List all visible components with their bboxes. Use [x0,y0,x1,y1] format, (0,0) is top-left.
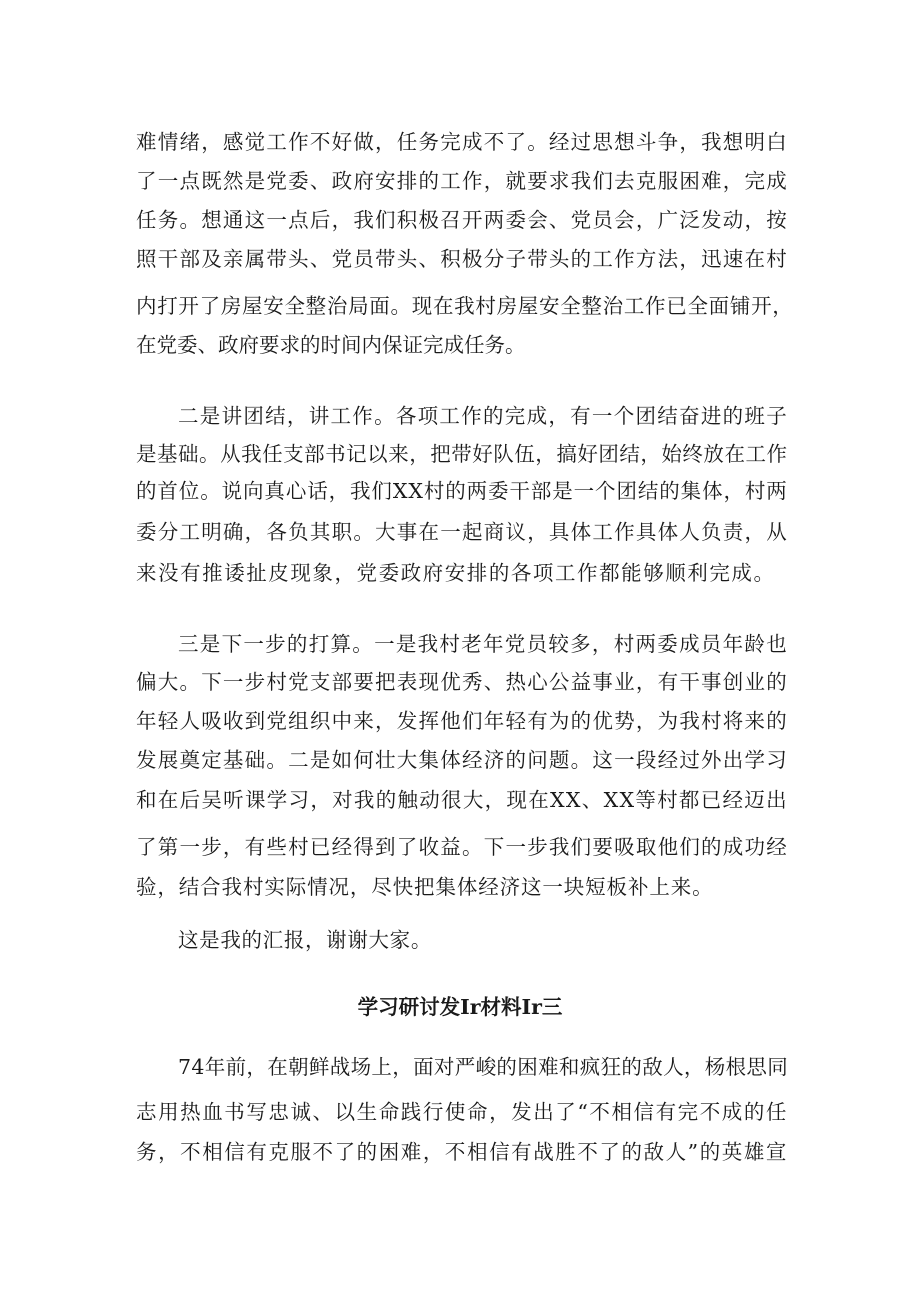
paragraph-4-line-3: 务，不相信有克服不了的困难，不相信有战胜不了的敌人”的英雄宣 [136,1140,788,1164]
paragraph-3-line-6: 了第一步，有些村已经得到了收益。下一步我们要吸取他们的成功经 [136,835,788,859]
paragraph-1-line-2: 了一点既然是党委、政府安排的工作，就要求我们去克服困难，完成 [136,169,788,193]
paragraph-1-line-6: 在党委、政府要求的时间内保证完成任务。 [136,333,526,357]
paragraph-2-line-4: 委分工明确，各负其职。大事在一起商议，具体工作具体人负责，从 [136,520,788,544]
paragraph-1-line-3: 任务。想通这一点后，我们积极召开两委会、党员会，广泛发动，按 [136,208,788,232]
paragraph-3-line-2: 偏大。下一步村党支部要把表现优秀、热心公益事业，有干事创业的 [136,670,788,694]
paragraph-2-line-2: 是基础。从我任支部书记以来，把带好队伍，搞好团结，始终放在工作 [136,442,788,466]
paragraph-1-line-4: 照干部及亲属带头、党员带头、积极分子带头的工作方法，迅速在村 [136,247,788,271]
paragraph-4-line-2: 志用热血书写忠诚、以生命践行使命，发出了“不相信有完不成的任 [136,1100,788,1124]
paragraph-2-line-1: 二是讲团结，讲工作。各项工作的完成，有一个团结奋进的班子 [178,404,789,428]
paragraph-3-line-1: 三是下一步的打算。一是我村老年党员较多，村两委成员年龄也 [178,632,789,656]
paragraph-2-line-5: 来没有推诿扯皮现象，党委政府安排的各项工作都能够顺利完成。 [136,561,776,585]
paragraph-1-line-5: 内打开了房屋安全整治局面。现在我村房屋安全整治工作已全面铺开， [136,294,794,318]
paragraph-3-line-7: 验，结合我村实际情况，尽快把集体经济这一块短板补上来。 [136,875,714,899]
paragraph-4-line-1: 74年前，在朝鲜战场上，面对严峻的困难和疯狂的敌人，杨根思同 [178,1055,789,1079]
paragraph-2-line-3: 的首位。说向真心话，我们XX村的两委干部是一个团结的集体，村两 [136,479,788,503]
paragraph-3-line-5: 和在后吴听课学习，对我的触动很大，现在XX、XX等村都已经迈出 [136,788,788,812]
paragraph-3-line-3: 年轻人吸收到党组织中来，发挥他们年轻有为的优势，为我村将来的 [136,709,788,733]
closing-line: 这是我的汇报，谢谢大家。 [178,928,433,952]
paragraph-1-line-1: 难情绪，感觉工作不好做，任务完成不了。经过思想斗争，我想明白 [136,130,788,154]
section-title: 学习研讨发Ir材料Ir三 [357,995,563,1019]
paragraph-3-line-4: 发展奠定基础。二是如何壮大集体经济的问题。这一段经过外出学习 [136,748,788,772]
